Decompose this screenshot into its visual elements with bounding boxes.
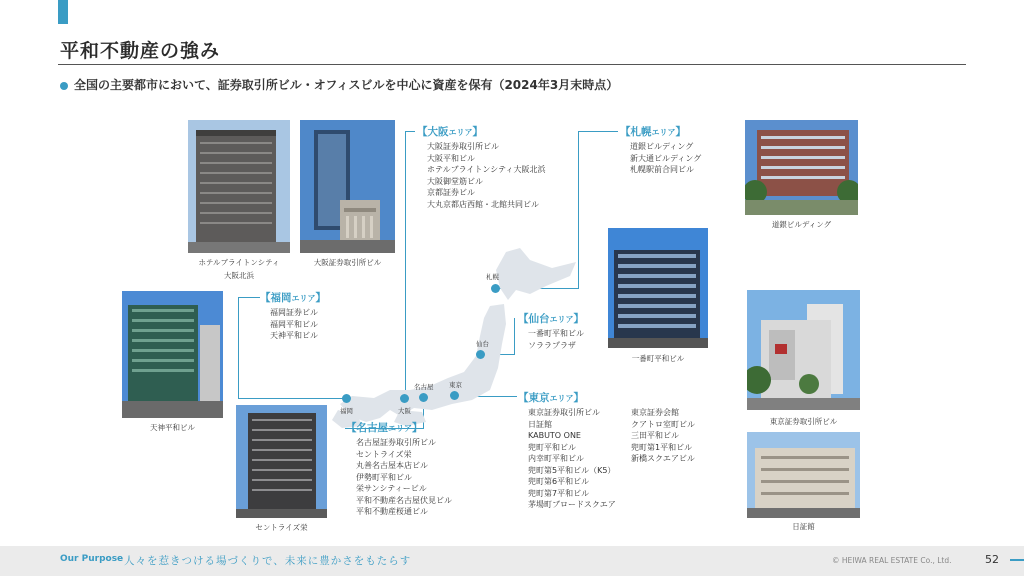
sapporo-connector-top [578,131,618,132]
nagoya-property-list [346,437,452,518]
sentrise-photo [236,405,327,518]
list-item: 名古屋証券取引所ビル [356,438,436,447]
sendai-region-title: 【仙台エリア】 [518,313,584,325]
footer [0,546,1024,576]
tokyo-exchange-caption: 東京証券取引所ビル [769,417,838,426]
list-item: 天神平和ビル [270,331,318,340]
sapporo-map-label: 札幌 [486,273,499,281]
nagoya-map-label: 名古屋 [414,383,434,391]
subtitle-text: 全国の主要都市において、証券取引所ビル・オフィスビルを中心に資産を保有（2024年3月末時点） [74,78,619,92]
list-item: 伊勢町平和ビル [356,472,412,482]
nagoya-region [346,420,452,518]
sendai-property-list [518,328,584,351]
fukuoka-map-label: 福岡 [340,407,353,415]
list-item: 大阪平和ビル [427,153,475,163]
osaka-region-title: 【大阪エリア】 [417,126,483,138]
list-item: 京都証券ビル [427,188,475,197]
fukuoka-region-title: 【福岡エリア】 [260,292,326,304]
list-item: クアトロ室町ビル [631,419,695,429]
tokyo-region [518,390,695,511]
list-item: 福岡証券ビル [270,308,318,317]
sendai-map-label: 仙台 [476,340,489,348]
page-title: 平和不動産の強み [60,40,221,62]
tokyo-exchange-photo [747,290,860,410]
list-item: KABUTO ONE [528,431,581,440]
osaka-map-label: 大阪 [398,407,411,415]
footer-accent-line [1010,559,1024,561]
list-item: 新大通ビルディング [630,153,702,163]
list-item: 茅場町ブロードスクエア [528,500,616,509]
osaka-exchange-photo [300,120,395,253]
tokyo-region-title: 【東京エリア】 [518,392,584,404]
list-item: 兜町第6平和ビル [528,477,590,486]
hotel-caption-line1: ホテルブライトンシティ [198,258,280,267]
list-item: 新橋スクエアビル [631,454,695,463]
sentrise-caption: セントライズ栄 [255,523,308,532]
dogin-caption: 道銀ビルディング [771,220,832,229]
list-item: 東京証券会館 [631,408,679,417]
list-item: セントライズ栄 [356,449,412,459]
list-item: 大阪御堂筋ビル [427,176,483,186]
list-item: 兜町第1平和ビル [631,442,693,452]
tokyo-marker [450,391,459,400]
fukuoka-property-list [260,307,326,342]
list-item: 大阪証券取引所ビル [427,142,499,151]
dogin-building-photo [745,120,858,215]
nisshokan-caption: 日証館 [792,522,815,531]
list-item: 日証館 [528,419,552,429]
list-item: 栄サンシティービル [356,484,427,493]
tokyo-property-list [518,407,695,511]
hotel-caption-line2: 大阪北浜 [224,271,254,280]
list-item: 三田平和ビル [631,431,679,440]
tokyo-map-label: 東京 [449,381,462,389]
list-item: ホテルブライトンシティ大阪北浜 [427,165,546,174]
osaka-connector-tick [405,131,415,132]
list-item: ソララプラザ [528,340,576,350]
nisshokan-photo [747,432,860,518]
nagoya-marker [419,393,428,402]
tokyo-list-col2 [631,407,695,511]
osaka-region [417,124,546,210]
osaka-property-list [417,141,546,210]
fukuoka-connector-v [238,297,239,398]
header-accent-bar [58,0,68,24]
nagoya-region-title: 【名古屋エリア】 [346,422,423,434]
sapporo-marker [491,284,500,293]
sapporo-region [620,124,701,176]
list-item: 一番町平和ビル [528,329,584,338]
tenjin-heiwa-photo [122,291,223,418]
list-item: 大丸京都店西館・北館共同ビル [427,199,539,209]
list-item: 札幌駅前合同ビル [630,165,694,174]
fukuoka-marker [342,394,351,403]
osaka-exchange-caption: 大阪証券取引所ビル [313,258,382,267]
fukuoka-region [260,290,326,342]
list-item: 兜町第7平和ビル [528,488,590,498]
footer-tagline: 人々を惹きつける場づくりで、未来に豊かさをもたらす [124,555,412,567]
title-divider [58,64,966,65]
sapporo-region-title: 【札幌エリア】 [620,126,686,138]
fukuoka-connector-top [238,297,260,298]
sendai-region [518,311,584,351]
osaka-marker [400,394,409,403]
list-item: 兜町第5平和ビル（K5） [528,465,616,475]
page-number: 52 [985,553,999,566]
footer-copyright: © HEIWA REAL ESTATE Co., Ltd. [832,556,952,565]
bullet-icon [60,82,68,90]
list-item: 東京証券取引所ビル [528,408,600,417]
list-item: 内幸町平和ビル [528,454,584,463]
hotel-brighton-photo [188,120,290,253]
list-item: 兜町平和ビル [528,442,576,452]
list-item: 平和不動産桜通ビル [356,507,428,516]
subtitle [60,76,618,93]
list-item: 平和不動産名古屋伏見ビル [356,495,452,505]
ichibancho-photo [608,228,708,348]
hotel-brighton-caption [188,256,290,282]
sapporo-property-list [620,141,701,176]
footer-purpose-label: Our Purpose [60,554,124,564]
tokyo-list-col1 [528,407,631,511]
list-item: 道銀ビルディング [630,142,694,151]
tenjin-caption: 天神平和ビル [150,423,195,432]
sendai-marker [476,350,485,359]
ichibancho-caption: 一番町平和ビル [631,354,685,363]
list-item: 丸善名古屋本店ビル [356,461,428,470]
list-item: 福岡平和ビル [270,319,318,329]
